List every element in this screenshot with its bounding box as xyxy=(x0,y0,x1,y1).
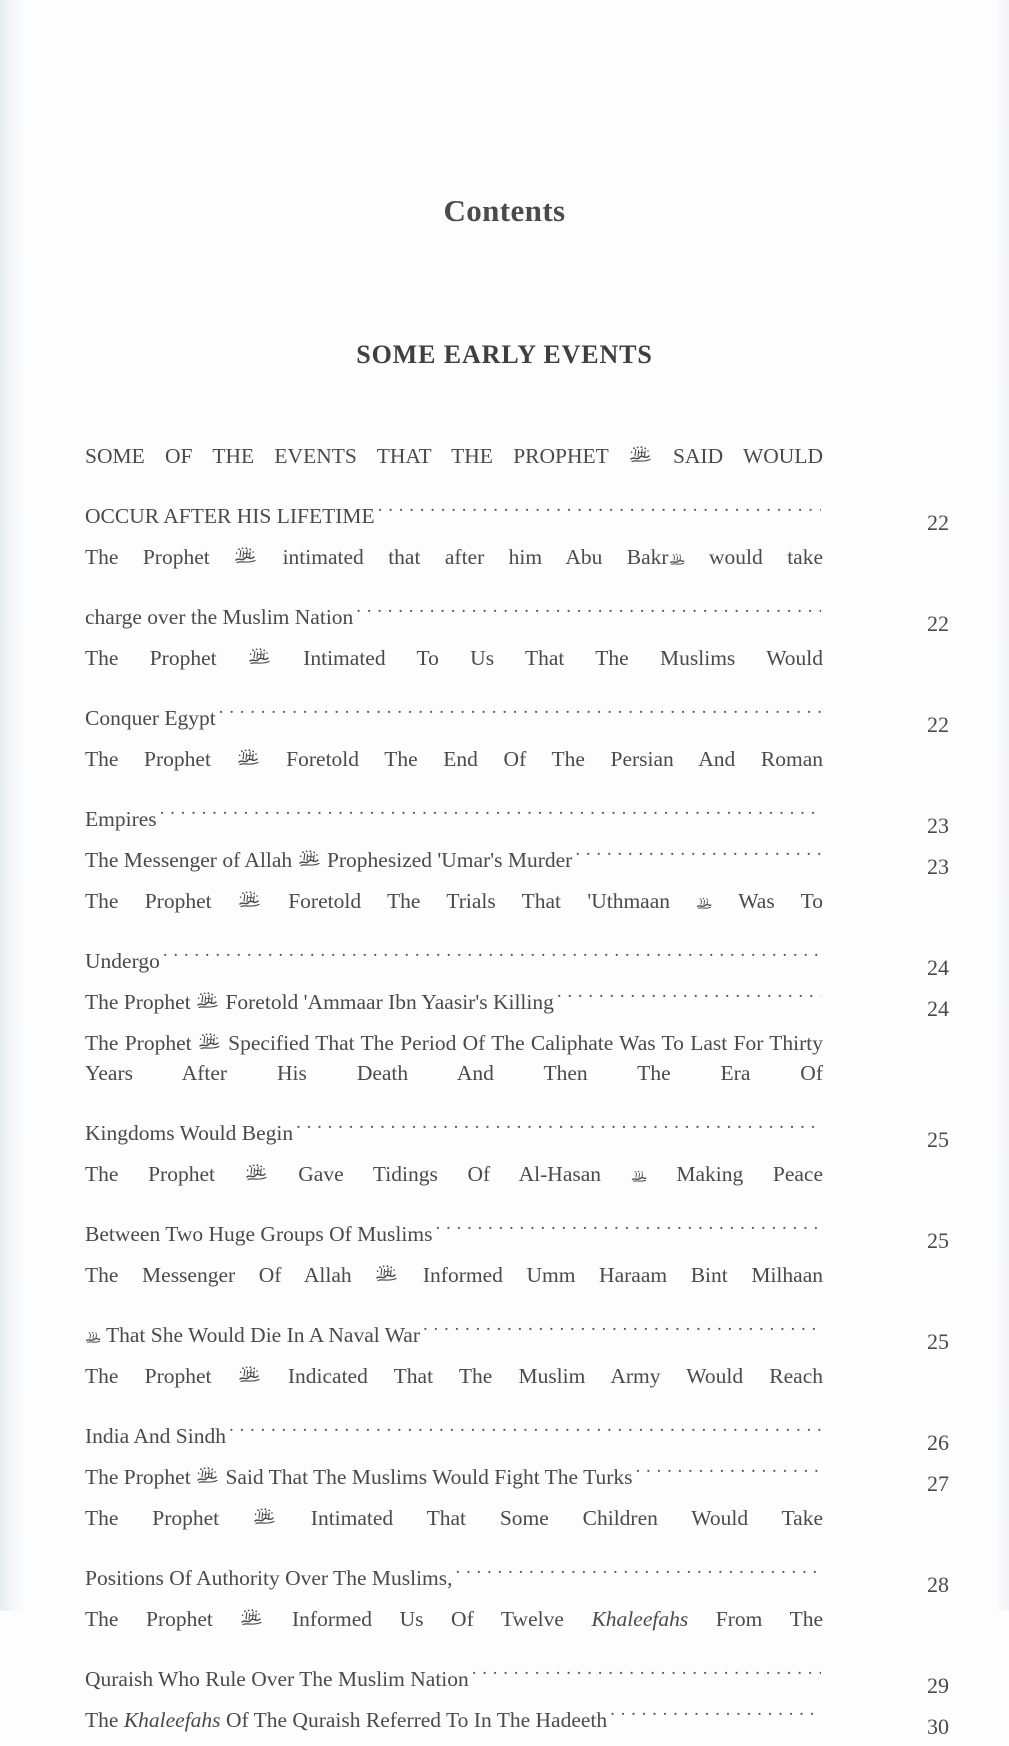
sallallahu-alayhi-wasallam-icon xyxy=(253,1507,277,1527)
toc-entry-text: The Prophet Gave Tidings Of Al-Hasan Making Peace xyxy=(85,1162,824,1186)
toc-entry-last-line xyxy=(85,703,823,733)
toc-entry-last-line xyxy=(85,1664,823,1694)
toc-page-number[interactable]: 28 xyxy=(927,1572,949,1597)
italic-term: Khaleefahs xyxy=(123,1708,221,1732)
sallallahu-alayhi-wasallam-icon xyxy=(245,1163,269,1183)
toc-entry-tail: OCCUR AFTER HIS LIFETIME xyxy=(85,504,375,528)
dot-leader xyxy=(423,1321,821,1343)
dot-leader xyxy=(160,805,821,827)
toc-page-number[interactable]: 25 xyxy=(927,1228,949,1253)
toc-entry-last-line xyxy=(85,804,823,834)
radiyallahu-anhu-icon xyxy=(669,553,685,566)
toc-entry-tail: Empires xyxy=(85,807,157,831)
toc-entry-tail: The Prophet Said That The Muslims Would Fight The Turks xyxy=(85,1465,633,1489)
toc-entry-tail: That She Would Die In A Naval War xyxy=(85,1320,420,1350)
sallallahu-alayhi-wasallam-icon xyxy=(629,445,653,465)
toc-page-number[interactable]: 22 xyxy=(927,712,949,737)
table-of-contents xyxy=(85,441,949,1746)
toc-page-number[interactable]: 23 xyxy=(927,813,949,838)
toc-page-number[interactable]: 25 xyxy=(927,1127,949,1152)
dot-leader xyxy=(456,1564,821,1586)
toc-entry-last-line xyxy=(85,1320,823,1350)
toc-entry[interactable] xyxy=(85,1260,949,1354)
toc-page-number[interactable]: 24 xyxy=(927,955,949,980)
toc-entry[interactable] xyxy=(85,1462,949,1496)
sallallahu-alayhi-wasallam-icon xyxy=(196,1466,220,1486)
dot-leader xyxy=(219,704,821,726)
toc-entry[interactable] xyxy=(85,1159,949,1253)
sallallahu-alayhi-wasallam-icon xyxy=(234,546,258,566)
sallallahu-alayhi-wasallam-icon xyxy=(240,1608,264,1628)
toc-entry-text: The Prophet Intimated To Us That The Muslims Would xyxy=(85,646,823,670)
toc-entry-tail: Between Two Huge Groups Of Muslims xyxy=(85,1222,433,1246)
section-heading: SOME EARLY EVENTS xyxy=(356,340,653,369)
dot-leader xyxy=(472,1665,821,1687)
dot-leader xyxy=(356,603,821,625)
toc-page-number[interactable]: 29 xyxy=(927,1673,949,1698)
dot-leader xyxy=(557,988,821,1010)
toc-entry-text: The Prophet Specified That The Period Of The Caliphate Was To Last For Thirty Years After His Death And Then The Era Of xyxy=(85,1031,824,1085)
toc-entry-last-line xyxy=(85,1118,823,1148)
toc-entry-text: The Prophet Indicated That The Muslim Army Would Reach xyxy=(85,1364,823,1388)
sallallahu-alayhi-wasallam-icon xyxy=(298,849,322,869)
toc-entry-tail: The Prophet Foretold 'Ammaar Ibn Yaasir's Killing xyxy=(85,990,554,1014)
toc-page-number[interactable]: 22 xyxy=(927,510,949,535)
toc-entry-text: The Prophet Foretold The Trials That 'Uthmaan Was To xyxy=(85,889,824,913)
radiyallahu-anhu-icon xyxy=(85,1331,101,1344)
toc-entry[interactable] xyxy=(85,542,949,636)
toc-entry-last-line xyxy=(85,845,823,875)
dot-leader xyxy=(610,1706,821,1728)
toc-page-number[interactable]: 24 xyxy=(927,996,949,1021)
toc-entry-text: The Prophet Informed Us Of Twelve Khaleefahs From The xyxy=(85,1607,823,1631)
toc-entry-tail: Quraish Who Rule Over The Muslim Nation xyxy=(85,1667,469,1691)
sallallahu-alayhi-wasallam-icon xyxy=(375,1264,399,1284)
toc-entry[interactable] xyxy=(85,643,949,737)
toc-entry-last-line xyxy=(85,1462,823,1492)
sallallahu-alayhi-wasallam-icon xyxy=(237,748,261,768)
dot-leader xyxy=(229,1422,821,1444)
toc-entry-tail: Conquer Egypt xyxy=(85,706,216,730)
toc-entry-text: The Prophet Foretold The End Of The Persian And Roman xyxy=(85,747,823,771)
toc-entry-text: SOME OF THE EVENTS THAT THE PROPHET SAID WOULD xyxy=(85,444,823,468)
toc-entry-text: The Prophet intimated that after him Abu Bakr would take xyxy=(85,545,823,569)
sallallahu-alayhi-wasallam-icon xyxy=(238,890,262,910)
toc-entry-tail: Kingdoms Would Begin xyxy=(85,1121,294,1145)
toc-entry[interactable] xyxy=(85,1503,949,1597)
toc-entry-last-line xyxy=(85,1421,823,1451)
toc-entry[interactable] xyxy=(85,886,949,980)
dot-leader xyxy=(575,846,821,868)
toc-entry-last-line xyxy=(85,1563,823,1593)
toc-page-number[interactable]: 30 xyxy=(927,1714,949,1739)
toc-entry-tail: charge over the Muslim Nation xyxy=(85,605,354,629)
sallallahu-alayhi-wasallam-icon xyxy=(238,1365,262,1385)
toc-entry-tail: Positions Of Authority Over The Muslims, xyxy=(85,1566,453,1590)
toc-page-number[interactable]: 26 xyxy=(927,1430,949,1455)
dot-leader xyxy=(296,1119,821,1141)
toc-entry[interactable] xyxy=(85,845,949,879)
toc-entry[interactable] xyxy=(85,1705,949,1739)
toc-entry[interactable] xyxy=(85,1604,949,1698)
toc-entry[interactable] xyxy=(85,987,949,1021)
toc-entry-tail: Undergo xyxy=(85,949,160,973)
dot-leader xyxy=(435,1220,821,1242)
toc-entry-last-line xyxy=(85,1705,823,1735)
toc-entry-last-line xyxy=(85,987,823,1017)
radiyallahu-anhu-icon xyxy=(696,897,712,910)
toc-entry-last-line xyxy=(85,946,823,976)
toc-entry-tail: The Khaleefahs Of The Quraish Referred To In The Hadeeth xyxy=(85,1708,608,1732)
toc-entry-text: The Messenger Of Allah Informed Umm Haraam Bint Milhaan xyxy=(85,1263,823,1287)
dot-leader xyxy=(163,947,821,969)
sallallahu-alayhi-wasallam-icon xyxy=(248,647,272,667)
toc-page-number[interactable]: 22 xyxy=(927,611,949,636)
toc-entry-last-line xyxy=(85,602,823,632)
toc-entry[interactable] xyxy=(85,744,949,838)
toc-entry[interactable] xyxy=(85,441,949,535)
toc-entry-tail: The Messenger of Allah Prophesized 'Umar's Murder xyxy=(85,848,573,872)
toc-entry-tail: India And Sindh xyxy=(85,1424,226,1448)
radiyallahu-anhu-icon xyxy=(631,1170,647,1183)
sallallahu-alayhi-wasallam-icon xyxy=(198,1032,222,1052)
toc-entry-last-line xyxy=(85,1219,823,1249)
dot-leader xyxy=(378,502,821,524)
toc-entry[interactable] xyxy=(85,1028,949,1152)
toc-entry-text: The Prophet Intimated That Some Children Would Take xyxy=(85,1506,823,1530)
toc-page-number[interactable]: 23 xyxy=(927,854,949,879)
italic-term: Khaleefahs xyxy=(591,1607,689,1631)
toc-page-number[interactable]: 27 xyxy=(927,1471,949,1496)
toc-entry[interactable] xyxy=(85,1361,949,1455)
toc-page-number[interactable]: 25 xyxy=(927,1329,949,1354)
page-title: Contents xyxy=(443,193,566,228)
dot-leader xyxy=(635,1463,821,1485)
sallallahu-alayhi-wasallam-icon xyxy=(196,991,220,1011)
toc-entry-last-line xyxy=(85,501,823,531)
